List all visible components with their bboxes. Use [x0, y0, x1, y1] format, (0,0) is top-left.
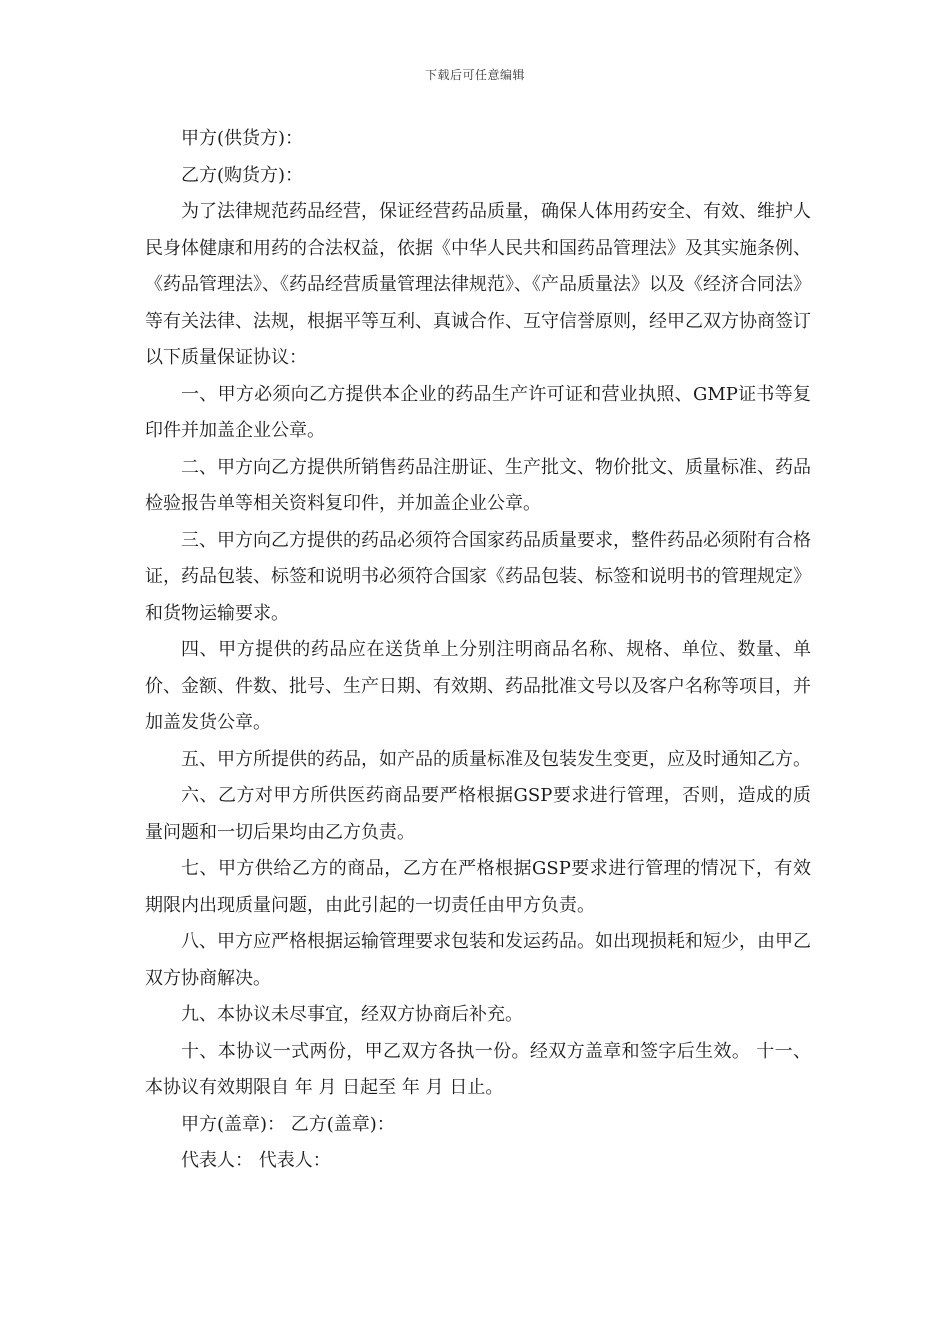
- clause-4: 四、甲方提供的药品应在送货单上分别注明商品名称、规格、单位、数量、单价、金额、件数、批号、生产日期、有效期、药品批准文号以及客户名称等项目，并加盖发货公章。: [145, 639, 811, 733]
- clause-8: 八、甲方应严格根据运输管理要求包装和发运药品。如出现损耗和短少，由甲乙双方协商解决。: [145, 931, 811, 989]
- preamble-paragraph: 为了法律规范药品经营，保证经营药品质量，确保人体用药安全、有效、维护人民身体健康和用药的合法权益，依据《中华人民共和国药品管理法》及其实施条例、《药品管理法》、《药品经营质量管理法律规范》、《产品质量法》以及《经济合同法》等有关法律、法规，根据平等互利、真诚合作、互守信誉原则，经甲乙双方协商签订以下质量保证协议：: [145, 201, 811, 368]
- clause-7: 七、甲方供给乙方的商品，乙方在严格根据GSP要求进行管理的情况下，有效期限内出现质量问题，由此引起的一切责任由甲方负责。: [145, 858, 811, 916]
- clause-5: 五、甲方所提供的药品，如产品的质量标准及包装发生变更，应及时通知乙方。: [181, 748, 811, 770]
- party-a-label: 甲方(供货方)：: [181, 128, 304, 149]
- page-header-note: 下载后可任意编辑: [424, 68, 525, 82]
- representative-line: 代表人： 代表人：: [181, 1150, 331, 1171]
- clause-6: 六、乙方对甲方所供医药商品要严格根据GSP要求进行管理，否则，造成的质量问题和一切后果均由乙方负责。: [145, 785, 811, 843]
- agreement-body: [145, 121, 811, 1180]
- clause-3: 三、甲方向乙方提供的药品必须符合国家药品质量要求，整件药品必须附有合格证，药品包装、标签和说明书必须符合国家《药品包装、标签和说明书的管理规定》和货物运输要求。: [145, 529, 811, 624]
- clause-2: 二、甲方向乙方提供所销售药品注册证、生产批文、物价批文、质量标准、药品检验报告单等相关资料复印件，并加盖企业公章。: [145, 456, 811, 514]
- party-b-label: 乙方(购货方)：: [181, 164, 304, 186]
- seal-line: 甲方(盖章)： 乙方(盖章)：: [181, 1113, 395, 1135]
- clause-9: 九、本协议未尽事宜，经双方协商后补充。: [181, 1004, 523, 1025]
- clause-10-11: 十、本协议一式两份，甲乙双方各执一份。经双方盖章和签字后生效。 十一、本协议有效期限自 年 月 日起至 年 月 日止。: [145, 1040, 811, 1098]
- clause-1: 一、甲方必须向乙方提供本企业的药品生产许可证和营业执照、GMP证书等复印件并加盖企业公章。: [145, 383, 811, 441]
